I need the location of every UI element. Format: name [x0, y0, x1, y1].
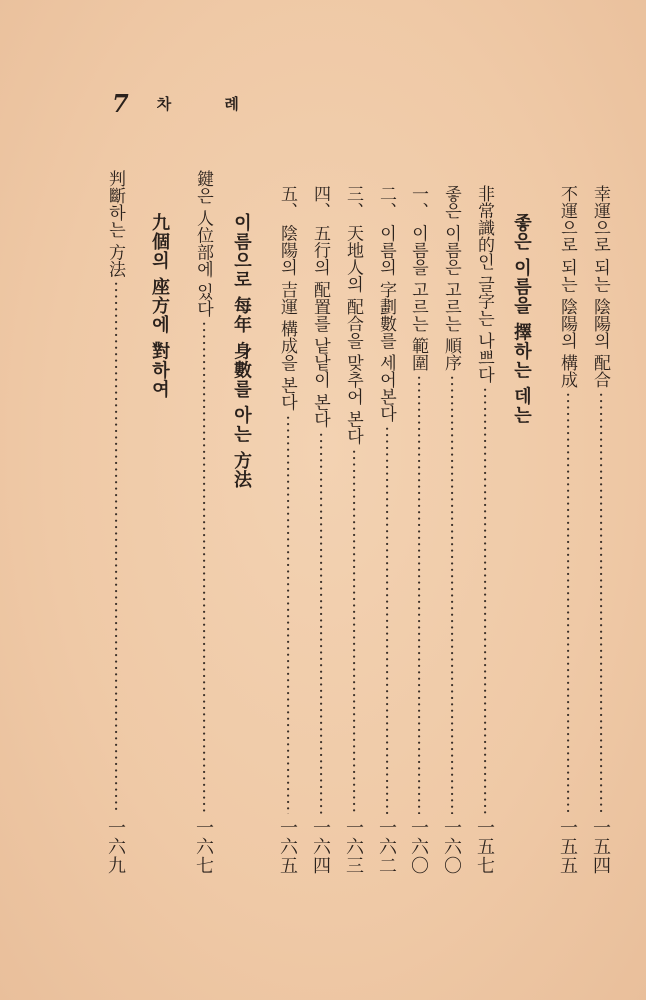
- leader-dots: [405, 375, 431, 814]
- section-heading: 九個의 座方에 對하여: [149, 213, 170, 399]
- toc-entry[interactable]: [102, 170, 128, 875]
- toc-entry[interactable]: [554, 185, 580, 875]
- entry-title: 非常識的인 글字는 나쁘다: [474, 185, 494, 383]
- entry-page: 一五四: [590, 818, 611, 875]
- entry-title: 判斷하는 方法: [105, 170, 125, 278]
- entry-title: 五、 陰陽의 吉運 構成을 본다: [277, 185, 297, 411]
- entry-page: 一五七: [474, 818, 495, 875]
- page-header: [112, 88, 263, 118]
- entry-title: 鍵은 人位部에 있다: [193, 170, 213, 317]
- entry-page: 一六七: [193, 818, 214, 875]
- toc-entry[interactable]: [373, 185, 399, 875]
- entry-page: 一六〇: [441, 818, 462, 875]
- entry-title: 幸運으로 되는 陰陽의 配合: [590, 185, 610, 389]
- entry-title: 四、 五行의 配置를 낱낱이 본다: [310, 185, 330, 428]
- entry-page: 一六三: [343, 818, 364, 875]
- entry-title: 不運으로 되는 陰陽의 構成: [557, 185, 577, 389]
- leader-dots: [438, 375, 464, 814]
- toc-entry[interactable]: [587, 185, 613, 875]
- toc-entry[interactable]: [274, 185, 300, 875]
- leader-dots: [307, 432, 333, 814]
- leader-dots: [554, 392, 580, 814]
- leader-dots: [373, 426, 399, 814]
- leader-dots: [340, 449, 366, 814]
- entry-page: 一六五: [277, 818, 298, 875]
- section-heading: 좋은 이름을 擇하는 데는: [511, 213, 532, 425]
- entry-title: 좋은 이름은 고르는 順序: [441, 185, 461, 372]
- entry-title: 三、 天地人의 配合을 맞추어 본다: [343, 185, 363, 445]
- leader-dots: [587, 392, 613, 814]
- contents-title: 차 례: [156, 94, 263, 113]
- entry-page: 一五五: [557, 818, 578, 875]
- leader-dots: [274, 415, 300, 814]
- toc-entry[interactable]: [471, 185, 497, 875]
- section-heading: 이름으로 每年 身數를 아는 方法: [231, 213, 252, 490]
- toc-entry[interactable]: [307, 185, 333, 875]
- leader-dots: [190, 321, 216, 814]
- toc-entry[interactable]: [190, 170, 216, 875]
- toc-entry[interactable]: [340, 185, 366, 875]
- page-number: 7: [112, 88, 129, 118]
- toc-entry[interactable]: [438, 185, 464, 875]
- leader-dots: [102, 281, 128, 814]
- entry-title: 二、 이름의 字劃數를 세어본다: [376, 185, 396, 423]
- toc-entry[interactable]: [405, 185, 431, 875]
- entry-page: 一六四: [310, 818, 331, 875]
- entry-page: 一六九: [105, 818, 126, 875]
- entry-page: 一六二: [376, 818, 397, 875]
- leader-dots: [471, 387, 497, 814]
- entry-title: 一、 이름을 고르는 範圍: [408, 185, 428, 372]
- entry-page: 一六〇: [408, 818, 429, 875]
